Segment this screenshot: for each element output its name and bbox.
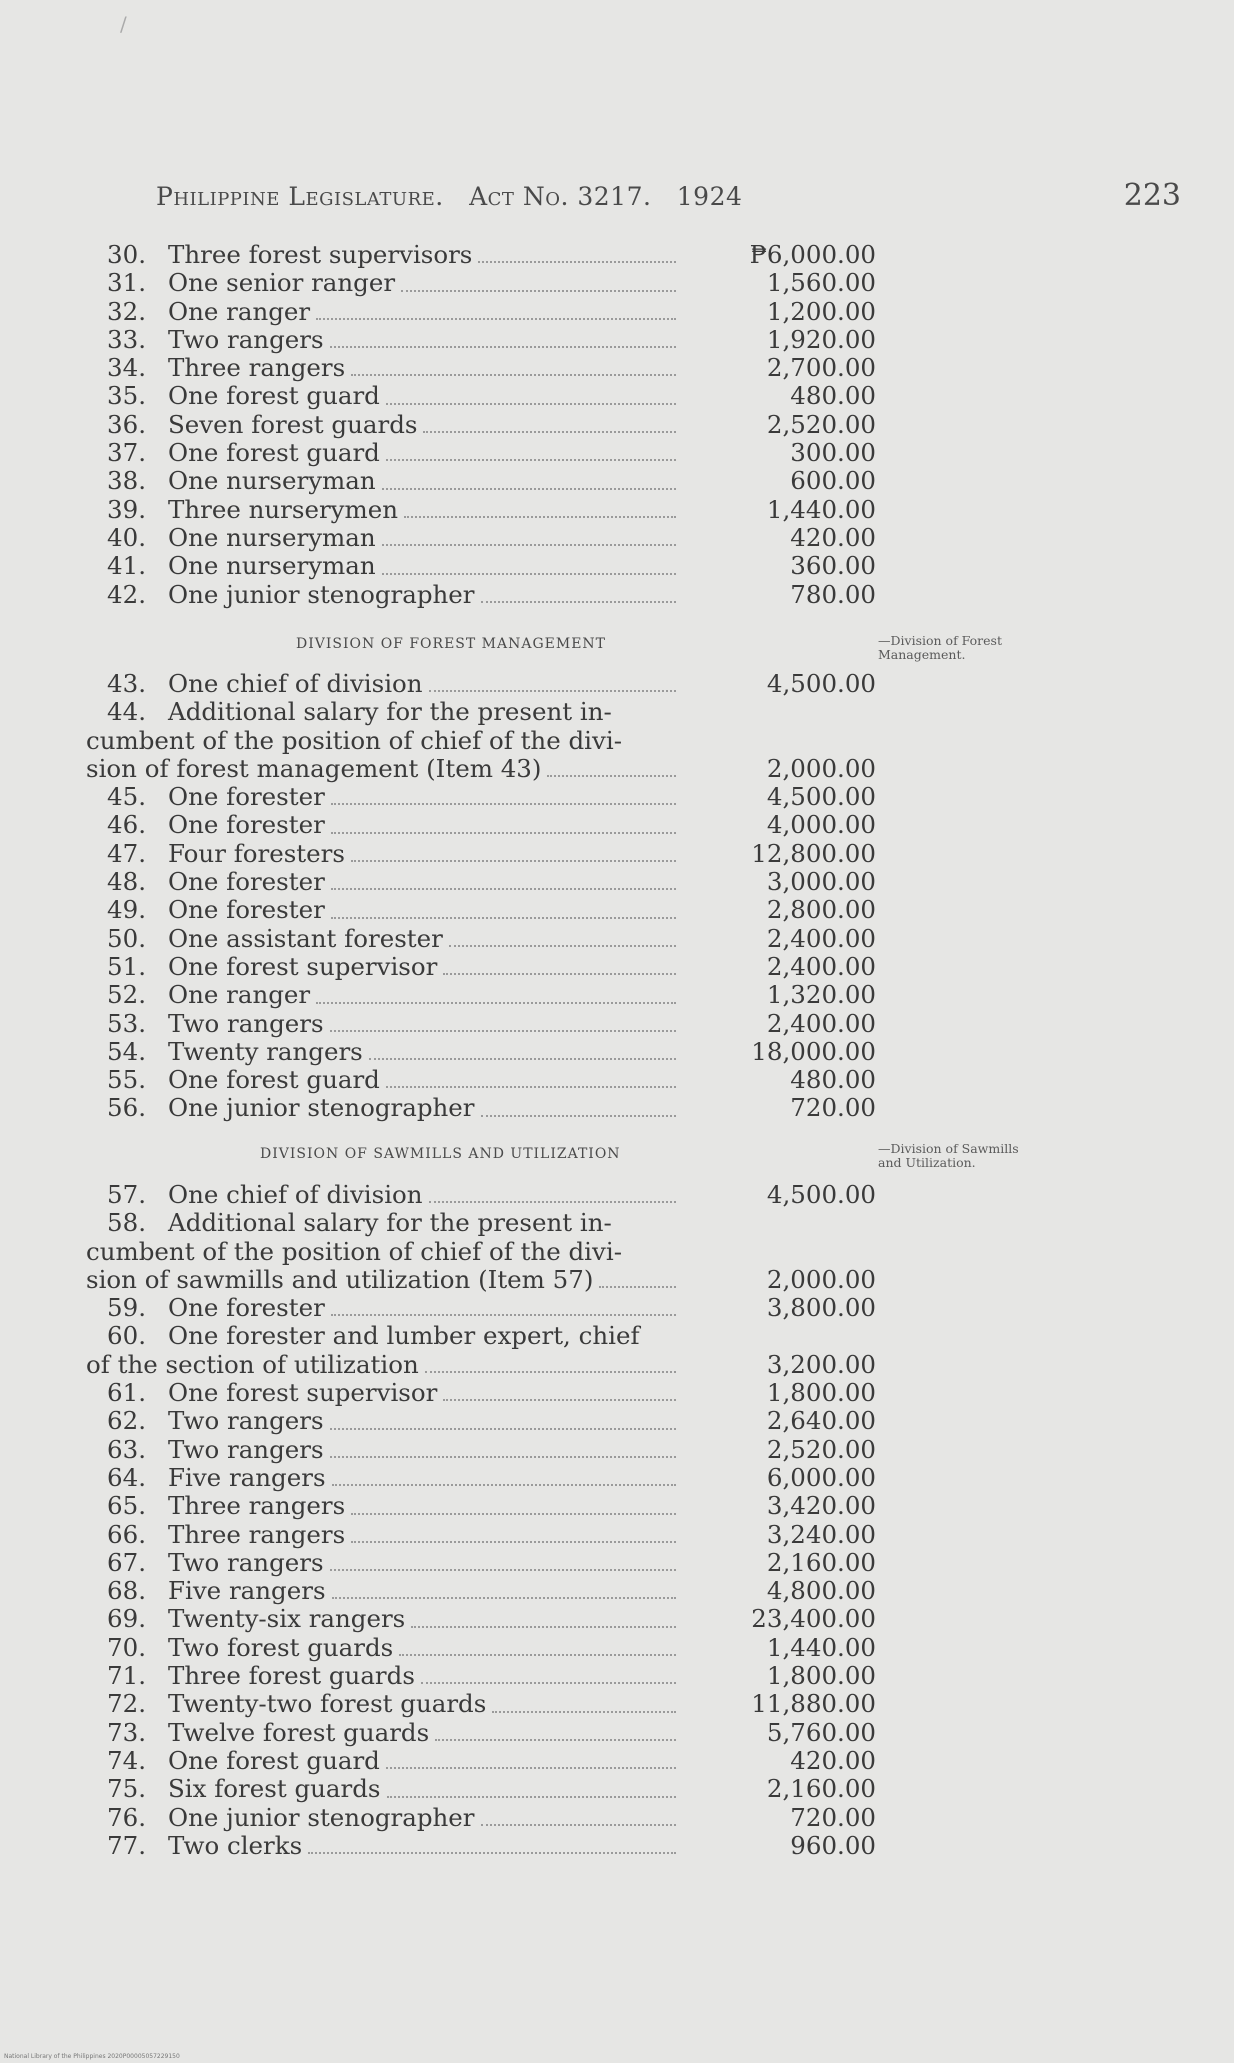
- item-description: One ranger: [168, 296, 311, 326]
- item-amount: 600.00: [790, 466, 876, 496]
- item-number: 64.: [107, 1462, 146, 1492]
- list-item: [86, 1322, 876, 1350]
- item-amount: 720.00: [790, 1093, 876, 1123]
- item-amount: 1,440.00: [766, 1632, 876, 1662]
- item-description: One forester: [168, 810, 325, 840]
- item-amount: 1,920.00: [766, 324, 876, 354]
- leader-dots: [332, 1482, 676, 1486]
- leader-dots: [481, 1113, 676, 1117]
- item-description: Two rangers: [168, 1434, 324, 1464]
- salary-items-list: [86, 1379, 876, 1860]
- list-item-continuation: [86, 1266, 876, 1294]
- item-description: Twenty-six rangers: [168, 1604, 406, 1634]
- leader-dots: [369, 1056, 676, 1060]
- item-number: 44.: [107, 697, 146, 727]
- list-item: [86, 354, 876, 382]
- item-number: 63.: [107, 1434, 146, 1464]
- item-amount: 4,000.00: [766, 810, 876, 840]
- list-item-continuation: [86, 727, 876, 755]
- item-number: 51.: [107, 951, 146, 981]
- item-description: cumbent of the position of chief of the divi-: [86, 1236, 622, 1266]
- item-number: 75.: [107, 1774, 146, 1804]
- leader-dots: [386, 401, 676, 405]
- list-item: [86, 1181, 876, 1209]
- leader-dots: [308, 1850, 676, 1854]
- section-heading-forest-management: DIVISION OF FOREST MANAGEMENT: [296, 636, 607, 652]
- item-amount: 360.00: [790, 551, 876, 581]
- list-item: [86, 1690, 876, 1718]
- item-amount: 4,800.00: [766, 1576, 876, 1606]
- leader-dots: [429, 1199, 676, 1203]
- list-item: [86, 1832, 876, 1860]
- list-item: [86, 1066, 876, 1094]
- list-item: [86, 1775, 876, 1803]
- list-item: [86, 1747, 876, 1775]
- margin-note-line: —Division of Sawmills: [878, 1141, 1019, 1156]
- list-item-continuation: [86, 755, 876, 783]
- item-description: cumbent of the position of chief of the divi-: [86, 725, 622, 755]
- item-amount: 4,500.00: [766, 669, 876, 698]
- item-number: 59.: [107, 1293, 146, 1323]
- scan-mark: /: [120, 12, 127, 36]
- item-number: 50.: [107, 923, 146, 953]
- item-number: 36.: [107, 409, 146, 439]
- item-amount: 720.00: [790, 1802, 876, 1832]
- item-amount: 3,200.00: [766, 1349, 876, 1379]
- item-number: 30.: [107, 240, 146, 269]
- item-description: Three rangers: [168, 353, 346, 383]
- item-amount: 2,400.00: [766, 923, 876, 953]
- salary-items-block-1: [86, 241, 876, 609]
- leader-dots: [386, 1084, 676, 1088]
- leader-dots: [429, 688, 676, 692]
- leader-dots: [331, 886, 676, 890]
- list-item: [86, 1038, 876, 1066]
- item-description: Two rangers: [168, 1547, 324, 1577]
- list-item: [86, 896, 876, 924]
- item-number: 41.: [107, 551, 146, 581]
- item-amount: 2,000.00: [766, 753, 876, 783]
- item-amount: 480.00: [790, 381, 876, 411]
- item-number: 38.: [107, 466, 146, 496]
- item-number: 60.: [107, 1321, 146, 1351]
- item-amount: 960.00: [790, 1830, 876, 1860]
- list-item-continuation: [86, 1351, 876, 1379]
- leader-dots: [404, 514, 676, 518]
- item-description: One chief of division: [168, 669, 423, 698]
- section-heading-sawmills: DIVISION OF SAWMILLS AND UTILIZATION: [260, 1146, 621, 1162]
- leader-dots: [411, 1624, 676, 1628]
- list-item: [86, 467, 876, 495]
- list-item: [86, 1492, 876, 1520]
- list-item: [86, 1436, 876, 1464]
- leader-dots: [330, 1426, 676, 1430]
- item-number: 31.: [107, 268, 146, 298]
- item-description: One forest supervisor: [168, 951, 438, 981]
- leader-dots: [331, 1312, 676, 1316]
- item-amount: 18,000.00: [751, 1036, 876, 1066]
- item-amount: 2,400.00: [766, 951, 876, 981]
- item-amount: 2,160.00: [766, 1547, 876, 1577]
- leader-dots: [330, 1454, 676, 1458]
- item-description: One assistant forester: [168, 923, 443, 953]
- item-description: Two forest guards: [168, 1632, 394, 1662]
- leader-dots: [351, 1511, 676, 1515]
- item-amount: 1,800.00: [766, 1661, 876, 1691]
- leader-dots: [481, 599, 676, 603]
- item-description: One forest guard: [168, 438, 380, 468]
- list-item: [86, 241, 876, 269]
- item-description: Five rangers: [168, 1462, 326, 1492]
- item-description: One forest guard: [168, 1065, 380, 1095]
- item-description: Additional salary for the present in-: [168, 697, 612, 727]
- item-amount: 4,500.00: [766, 782, 876, 812]
- list-item: [86, 524, 876, 552]
- item-description: sion of forest management (Item 43): [86, 753, 542, 783]
- item-number: 34.: [107, 353, 146, 383]
- item-number: 33.: [107, 324, 146, 354]
- item-amount: 12,800.00: [751, 838, 876, 868]
- margin-note-forest-management: [878, 634, 1088, 662]
- item-amount: 1,560.00: [766, 268, 876, 298]
- item-description: Two clerks: [168, 1830, 303, 1860]
- item-number: 32.: [107, 296, 146, 326]
- list-item: [86, 670, 876, 698]
- leader-dots: [330, 344, 676, 348]
- list-item: [86, 783, 876, 811]
- list-item: [86, 811, 876, 839]
- item-description: Three forest supervisors: [168, 240, 473, 269]
- list-item: [86, 1549, 876, 1577]
- list-item: [86, 1209, 876, 1237]
- item-description: Twenty-two forest guards: [168, 1689, 487, 1719]
- leader-dots: [443, 971, 676, 975]
- item-description: Three rangers: [168, 1519, 346, 1549]
- item-description: One forest guard: [168, 381, 380, 411]
- list-item: [86, 1634, 876, 1662]
- margin-note-line: Management.: [878, 647, 966, 662]
- leader-dots: [478, 259, 676, 263]
- header-legislature: Philippine Legislature.: [156, 182, 444, 211]
- list-item: [86, 1577, 876, 1605]
- item-description: One forest supervisor: [168, 1378, 438, 1408]
- item-number: 43.: [107, 669, 146, 698]
- margin-note-sawmills: [878, 1142, 1088, 1170]
- item-amount: 6,000.00: [766, 1462, 876, 1492]
- leader-dots: [449, 943, 676, 947]
- list-item: [86, 868, 876, 896]
- item-amount: 3,420.00: [766, 1491, 876, 1521]
- item-description: One junior stenographer: [168, 1093, 475, 1123]
- leader-dots: [399, 1652, 676, 1656]
- item-number: 77.: [107, 1830, 146, 1860]
- item-number: 71.: [107, 1661, 146, 1691]
- salary-items-block-2: [86, 670, 876, 1123]
- leader-dots: [435, 1737, 676, 1741]
- item-amount: 2,800.00: [766, 895, 876, 925]
- item-amount: 3,000.00: [766, 867, 876, 897]
- item-amount: ₱6,000.00: [749, 240, 876, 269]
- leader-dots: [382, 542, 676, 546]
- item-description: One chief of division: [168, 1180, 423, 1209]
- margin-note-line: —Division of Forest: [878, 633, 1002, 648]
- item-amount: 3,800.00: [766, 1293, 876, 1323]
- leader-dots: [351, 372, 676, 376]
- leader-dots: [332, 1595, 676, 1599]
- item-description: Three forest guards: [168, 1661, 415, 1691]
- item-description: One junior stenographer: [168, 579, 475, 609]
- list-item: [86, 1719, 876, 1747]
- item-description: One senior ranger: [168, 268, 396, 298]
- item-description: One forester and lumber expert, chief: [168, 1321, 640, 1351]
- leader-dots: [382, 486, 676, 490]
- list-item: [86, 298, 876, 326]
- item-number: 53.: [107, 1008, 146, 1038]
- item-amount: 2,640.00: [766, 1406, 876, 1436]
- item-number: 37.: [107, 438, 146, 468]
- leader-dots: [331, 915, 676, 919]
- leader-dots: [547, 773, 676, 777]
- item-number: 66.: [107, 1519, 146, 1549]
- item-description: Two rangers: [168, 1406, 324, 1436]
- list-item: [86, 1294, 876, 1322]
- list-item: [86, 925, 876, 953]
- salary-items-list: [86, 783, 876, 1123]
- list-item: [86, 326, 876, 354]
- item-number: 57.: [107, 1180, 146, 1209]
- leader-dots: [492, 1709, 676, 1713]
- item-description: Three nurserymen: [168, 494, 399, 524]
- leader-dots: [401, 288, 676, 292]
- item-number: 49.: [107, 895, 146, 925]
- item-number: 39.: [107, 494, 146, 524]
- leader-dots: [351, 858, 676, 862]
- list-item: [86, 698, 876, 726]
- header-act: Act No. 3217.: [469, 182, 652, 211]
- margin-note-line: and Utilization.: [878, 1155, 976, 1170]
- item-description: Twelve forest guards: [168, 1717, 430, 1747]
- item-number: 74.: [107, 1745, 146, 1775]
- item-number: 62.: [107, 1406, 146, 1436]
- list-item: [86, 269, 876, 297]
- item-number: 54.: [107, 1036, 146, 1066]
- list-item: [86, 1521, 876, 1549]
- leader-dots: [423, 429, 676, 433]
- item-description: One nurseryman: [168, 466, 376, 496]
- list-item: [86, 581, 876, 609]
- list-item: [86, 411, 876, 439]
- item-number: 58.: [107, 1208, 146, 1238]
- item-description: of the section of utilization: [86, 1349, 419, 1379]
- leader-dots: [421, 1680, 676, 1684]
- leader-dots: [386, 1765, 676, 1769]
- leader-dots: [331, 801, 676, 805]
- item-amount: 420.00: [790, 522, 876, 552]
- item-number: 73.: [107, 1717, 146, 1747]
- item-description: Three rangers: [168, 1491, 346, 1521]
- item-amount: 5,760.00: [766, 1717, 876, 1747]
- list-item: [86, 1605, 876, 1633]
- item-description: One ranger: [168, 980, 311, 1010]
- leader-dots: [481, 1822, 676, 1826]
- item-description: Two rangers: [168, 1008, 324, 1038]
- salary-items-block-3: [86, 1181, 876, 1860]
- list-item: [86, 1662, 876, 1690]
- leader-dots: [425, 1369, 676, 1373]
- item-number: 72.: [107, 1689, 146, 1719]
- list-item: [86, 840, 876, 868]
- item-description: sion of sawmills and utilization (Item 57): [86, 1264, 594, 1294]
- item-description: One forester: [168, 782, 325, 812]
- item-number: 56.: [107, 1093, 146, 1123]
- item-description: Two rangers: [168, 324, 324, 354]
- item-description: One forester: [168, 1293, 325, 1323]
- item-number: 35.: [107, 381, 146, 411]
- item-description: One nurseryman: [168, 551, 376, 581]
- item-number: 45.: [107, 782, 146, 812]
- item-amount: 780.00: [790, 579, 876, 609]
- item-number: 52.: [107, 980, 146, 1010]
- leader-dots: [599, 1284, 676, 1288]
- item-description: One junior stenographer: [168, 1802, 475, 1832]
- item-number: 70.: [107, 1632, 146, 1662]
- item-number: 48.: [107, 867, 146, 897]
- running-header: [156, 178, 1181, 222]
- item-description: One nurseryman: [168, 522, 376, 552]
- list-item: [86, 1379, 876, 1407]
- item-description: Additional salary for the present in-: [168, 1208, 612, 1238]
- item-number: 76.: [107, 1802, 146, 1832]
- item-amount: 3,240.00: [766, 1519, 876, 1549]
- item-amount: 4,500.00: [766, 1180, 876, 1209]
- list-item: [86, 1407, 876, 1435]
- item-number: 42.: [107, 579, 146, 609]
- header-year: 1924: [676, 182, 743, 211]
- list-item: [86, 953, 876, 981]
- item-amount: 2,160.00: [766, 1774, 876, 1804]
- item-amount: 23,400.00: [751, 1604, 876, 1634]
- leader-dots: [382, 571, 676, 575]
- item-amount: 480.00: [790, 1065, 876, 1095]
- item-amount: 420.00: [790, 1745, 876, 1775]
- item-number: 65.: [107, 1491, 146, 1521]
- item-description: Four foresters: [168, 838, 345, 868]
- item-number: 55.: [107, 1065, 146, 1095]
- item-amount: 2,400.00: [766, 1008, 876, 1038]
- item-amount: 1,440.00: [766, 494, 876, 524]
- leader-dots: [330, 1028, 676, 1032]
- list-item: [86, 1010, 876, 1038]
- item-amount: 1,320.00: [766, 980, 876, 1010]
- item-number: 67.: [107, 1547, 146, 1577]
- header-title: [156, 182, 742, 211]
- item-number: 61.: [107, 1378, 146, 1408]
- list-item: [86, 552, 876, 580]
- item-description: Seven forest guards: [168, 409, 418, 439]
- leader-dots: [316, 1000, 676, 1004]
- item-number: 40.: [107, 522, 146, 552]
- list-item: [86, 439, 876, 467]
- leader-dots: [316, 316, 676, 320]
- leader-dots: [351, 1539, 676, 1543]
- item-number: 46.: [107, 810, 146, 840]
- item-description: Five rangers: [168, 1576, 326, 1606]
- list-item: [86, 981, 876, 1009]
- item-amount: 11,880.00: [751, 1689, 876, 1719]
- item-number: 47.: [107, 838, 146, 868]
- leader-dots: [331, 830, 676, 834]
- item-amount: 300.00: [790, 438, 876, 468]
- item-description: One forester: [168, 867, 325, 897]
- item-amount: 1,200.00: [766, 296, 876, 326]
- leader-dots: [330, 1567, 676, 1571]
- leader-dots: [387, 1794, 676, 1798]
- list-item: [86, 382, 876, 410]
- item-amount: 2,520.00: [766, 1434, 876, 1464]
- item-amount: 2,520.00: [766, 409, 876, 439]
- item-amount: 2,700.00: [766, 353, 876, 383]
- list-item: [86, 1804, 876, 1832]
- leader-dots: [386, 457, 676, 461]
- page-number: 223: [1123, 178, 1181, 213]
- item-number: 68.: [107, 1576, 146, 1606]
- item-description: One forester: [168, 895, 325, 925]
- scan-credit: National Library of the Philippines 2020P00005057229150: [4, 2053, 180, 2060]
- list-item: [86, 1094, 876, 1122]
- leader-dots: [443, 1397, 676, 1401]
- item-description: One forest guard: [168, 1745, 380, 1775]
- item-description: Six forest guards: [168, 1774, 381, 1804]
- item-amount: 1,800.00: [766, 1378, 876, 1408]
- list-item: [86, 496, 876, 524]
- item-description: Twenty rangers: [168, 1036, 363, 1066]
- item-amount: 2,000.00: [766, 1264, 876, 1294]
- list-item-continuation: [86, 1238, 876, 1266]
- list-item: [86, 1464, 876, 1492]
- item-number: 69.: [107, 1604, 146, 1634]
